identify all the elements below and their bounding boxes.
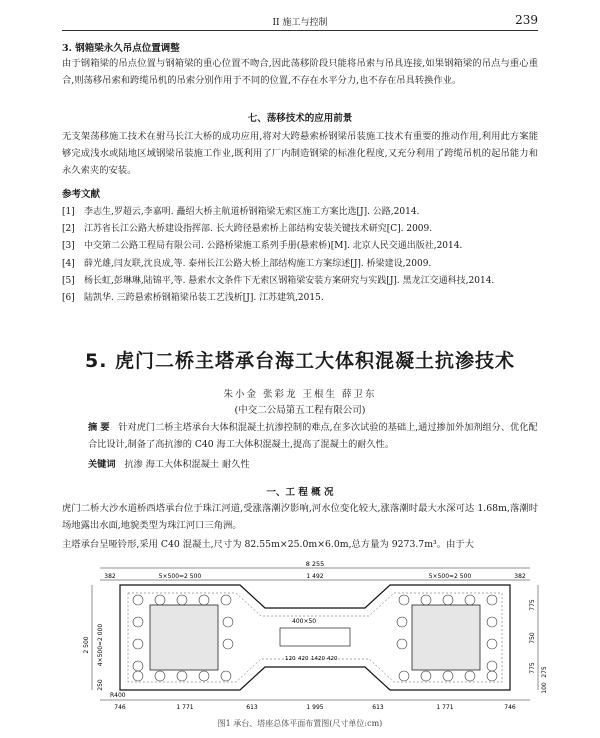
dim-right-5: 100 — [541, 682, 548, 694]
article-title: 5. 虎门二桥主塔承台海工大体积混凝土抗渗技术 — [84, 350, 516, 372]
keywords-label: 关键词 — [88, 459, 116, 470]
dim-top-5: 382 — [514, 573, 526, 580]
left-tower-base — [150, 605, 218, 670]
section-3-body: 由于钢箱梁的吊点位置与钢箱梁的重心位置不吻合,因此荡移阶段只能将吊索与吊具连接,如果钢箱梁的吊点与重心重合,则荡移吊索和跨缆吊机的吊索分别作用于不同的位置,不存在水平分力,也不存在吊具转换作业。 — [62, 58, 538, 87]
keywords-text: 抗渗 海工大体积混凝土 耐久性 — [124, 459, 250, 470]
section-7-heading: 七、荡移技术的应用前景 — [247, 113, 353, 124]
keywords — [88, 456, 250, 470]
right-tower-base — [412, 605, 480, 670]
page-header — [62, 12, 538, 31]
abstract — [88, 420, 538, 453]
dim-left-1: 2 500 — [83, 636, 90, 654]
dim-top-1: 382 — [104, 573, 116, 580]
corner-radius-label: R400 — [110, 692, 126, 699]
dim-left-3: 250 — [97, 679, 104, 691]
figure-caption: 图1 承台、塔座总体平面布置图(尺寸单位:cm) — [217, 719, 383, 728]
dim-top-3: 1 492 — [306, 573, 324, 580]
reference-item: [4] 薛光雄,闫友联,沈良成,等. 泰州长江公路大桥上部结构施工方案综述[J]. 桥梁建设,2009. — [62, 258, 432, 269]
dim-bottom-3: 613 — [246, 704, 258, 711]
dim-bottom-1: 746 — [114, 704, 126, 711]
dim-bottom-6: 1 771 — [436, 704, 454, 711]
reference-item: [1] 李志生,罗超云,李嘉明. 矗绍大桥主航道桥钢箱梁无索区施工方案比选[J]. 公路,2014. — [62, 207, 420, 217]
label-inner-3: 1420 — [311, 656, 325, 662]
page-number: 239 — [515, 13, 538, 27]
reference-item: [3] 中交第二公路工程局有限公司. 公路桥梁施工系列手册(悬索桥)[M]. 北京人民交通出版社,2014. — [62, 241, 463, 252]
reference-item: [2] 江苏省长江公路大桥建设指挥部. 长大跨径悬索桥上部结构安装关键技术研究[C]. 2009. — [62, 224, 433, 235]
article-affiliation: (中交二公局第五工程有限公司) — [234, 405, 366, 416]
abstract-text: 针对虎门二桥主塔承台大体积混凝土抗渗控制的难点,在多次试验的基础上,通过掺加外加剂组分、优化配合比设计,制备了高抗渗的 C40 海工大体积混凝土,提高了混凝土的耐久性。 — [88, 422, 538, 450]
label-inner-2: 420 — [298, 656, 309, 662]
reference-list — [62, 204, 538, 307]
dim-right-2: 750 — [529, 632, 536, 644]
running-section-title: II 施工与控制 — [272, 18, 328, 28]
dim-right-3: 775 — [529, 662, 536, 674]
dim-top-4: 5×500=2 500 — [428, 573, 472, 580]
article-authors: 朱小金 张彩龙 王根生 薛卫东 — [223, 389, 377, 400]
reference-item: [5] 杨长虹,彭琳琳,陆锦平,等. 悬索水文条件下无索区钢箱梁安装方案研究与实践[J]. 黑龙江交通科技,2014. — [62, 275, 495, 286]
label-inner-4: 420 — [327, 656, 338, 662]
references-heading: 参考文献 — [62, 189, 101, 200]
reference-item: [6] 陆凯华. 三跨悬索桥钢箱梁吊装工艺浅析[J]. 江苏建筑,2015. — [62, 293, 324, 304]
cap-plan-figure — [80, 560, 550, 715]
dim-right-4: 275 — [541, 666, 548, 678]
tie-beam — [280, 628, 350, 646]
overview-paragraph-1: 虎门二桥大沙水道桥西塔承台位于珠江河道,受涨落潮汐影响,河水位变化较大,涨落潮时最大水深可达 1.68m,落潮时场地露出水面,地貌类型为珠江河口三角洲。 — [62, 503, 538, 532]
dim-overall: 8 255 — [305, 560, 325, 568]
dim-left-2: 4×500=2 000 — [97, 623, 104, 667]
dim-right-1: 775 — [529, 599, 536, 611]
label-inner-1: 120 — [285, 656, 296, 662]
section-7-body: 无支架荡移施工技术在驸马长江大桥的成功应用,将对大跨悬索桥钢梁吊装施工技术有重要的推动作用,利用此方案能够完成浅水或陆地区域钢梁吊装施工作业,既利用了厂内制造钢梁的标准化程度,又充分利用了跨缆吊机的起吊能力和永久索夹的安装。 — [62, 131, 538, 177]
dim-bottom-4: 1 995 — [306, 704, 324, 711]
overview-paragraph-2: 主塔承台呈哑铃形,采用 C40 混凝土,尺寸为 82.55m×25.0m×6.0m,总方量为 9273.7m³。由于大 — [62, 539, 474, 550]
abstract-label: 摘 要 — [88, 422, 110, 433]
dim-bottom-7: 746 — [504, 704, 516, 711]
dim-top-2: 5×500=2 500 — [158, 573, 202, 580]
section-3-heading: 3. 钢箱梁永久吊点位置调整 — [62, 43, 180, 54]
section-1-heading: 一、工 程 概 况 — [266, 487, 334, 498]
dim-bottom-2: 1 771 — [176, 704, 194, 711]
label-opening: 400×50 — [292, 618, 317, 625]
dim-bottom-5: 613 — [372, 704, 384, 711]
